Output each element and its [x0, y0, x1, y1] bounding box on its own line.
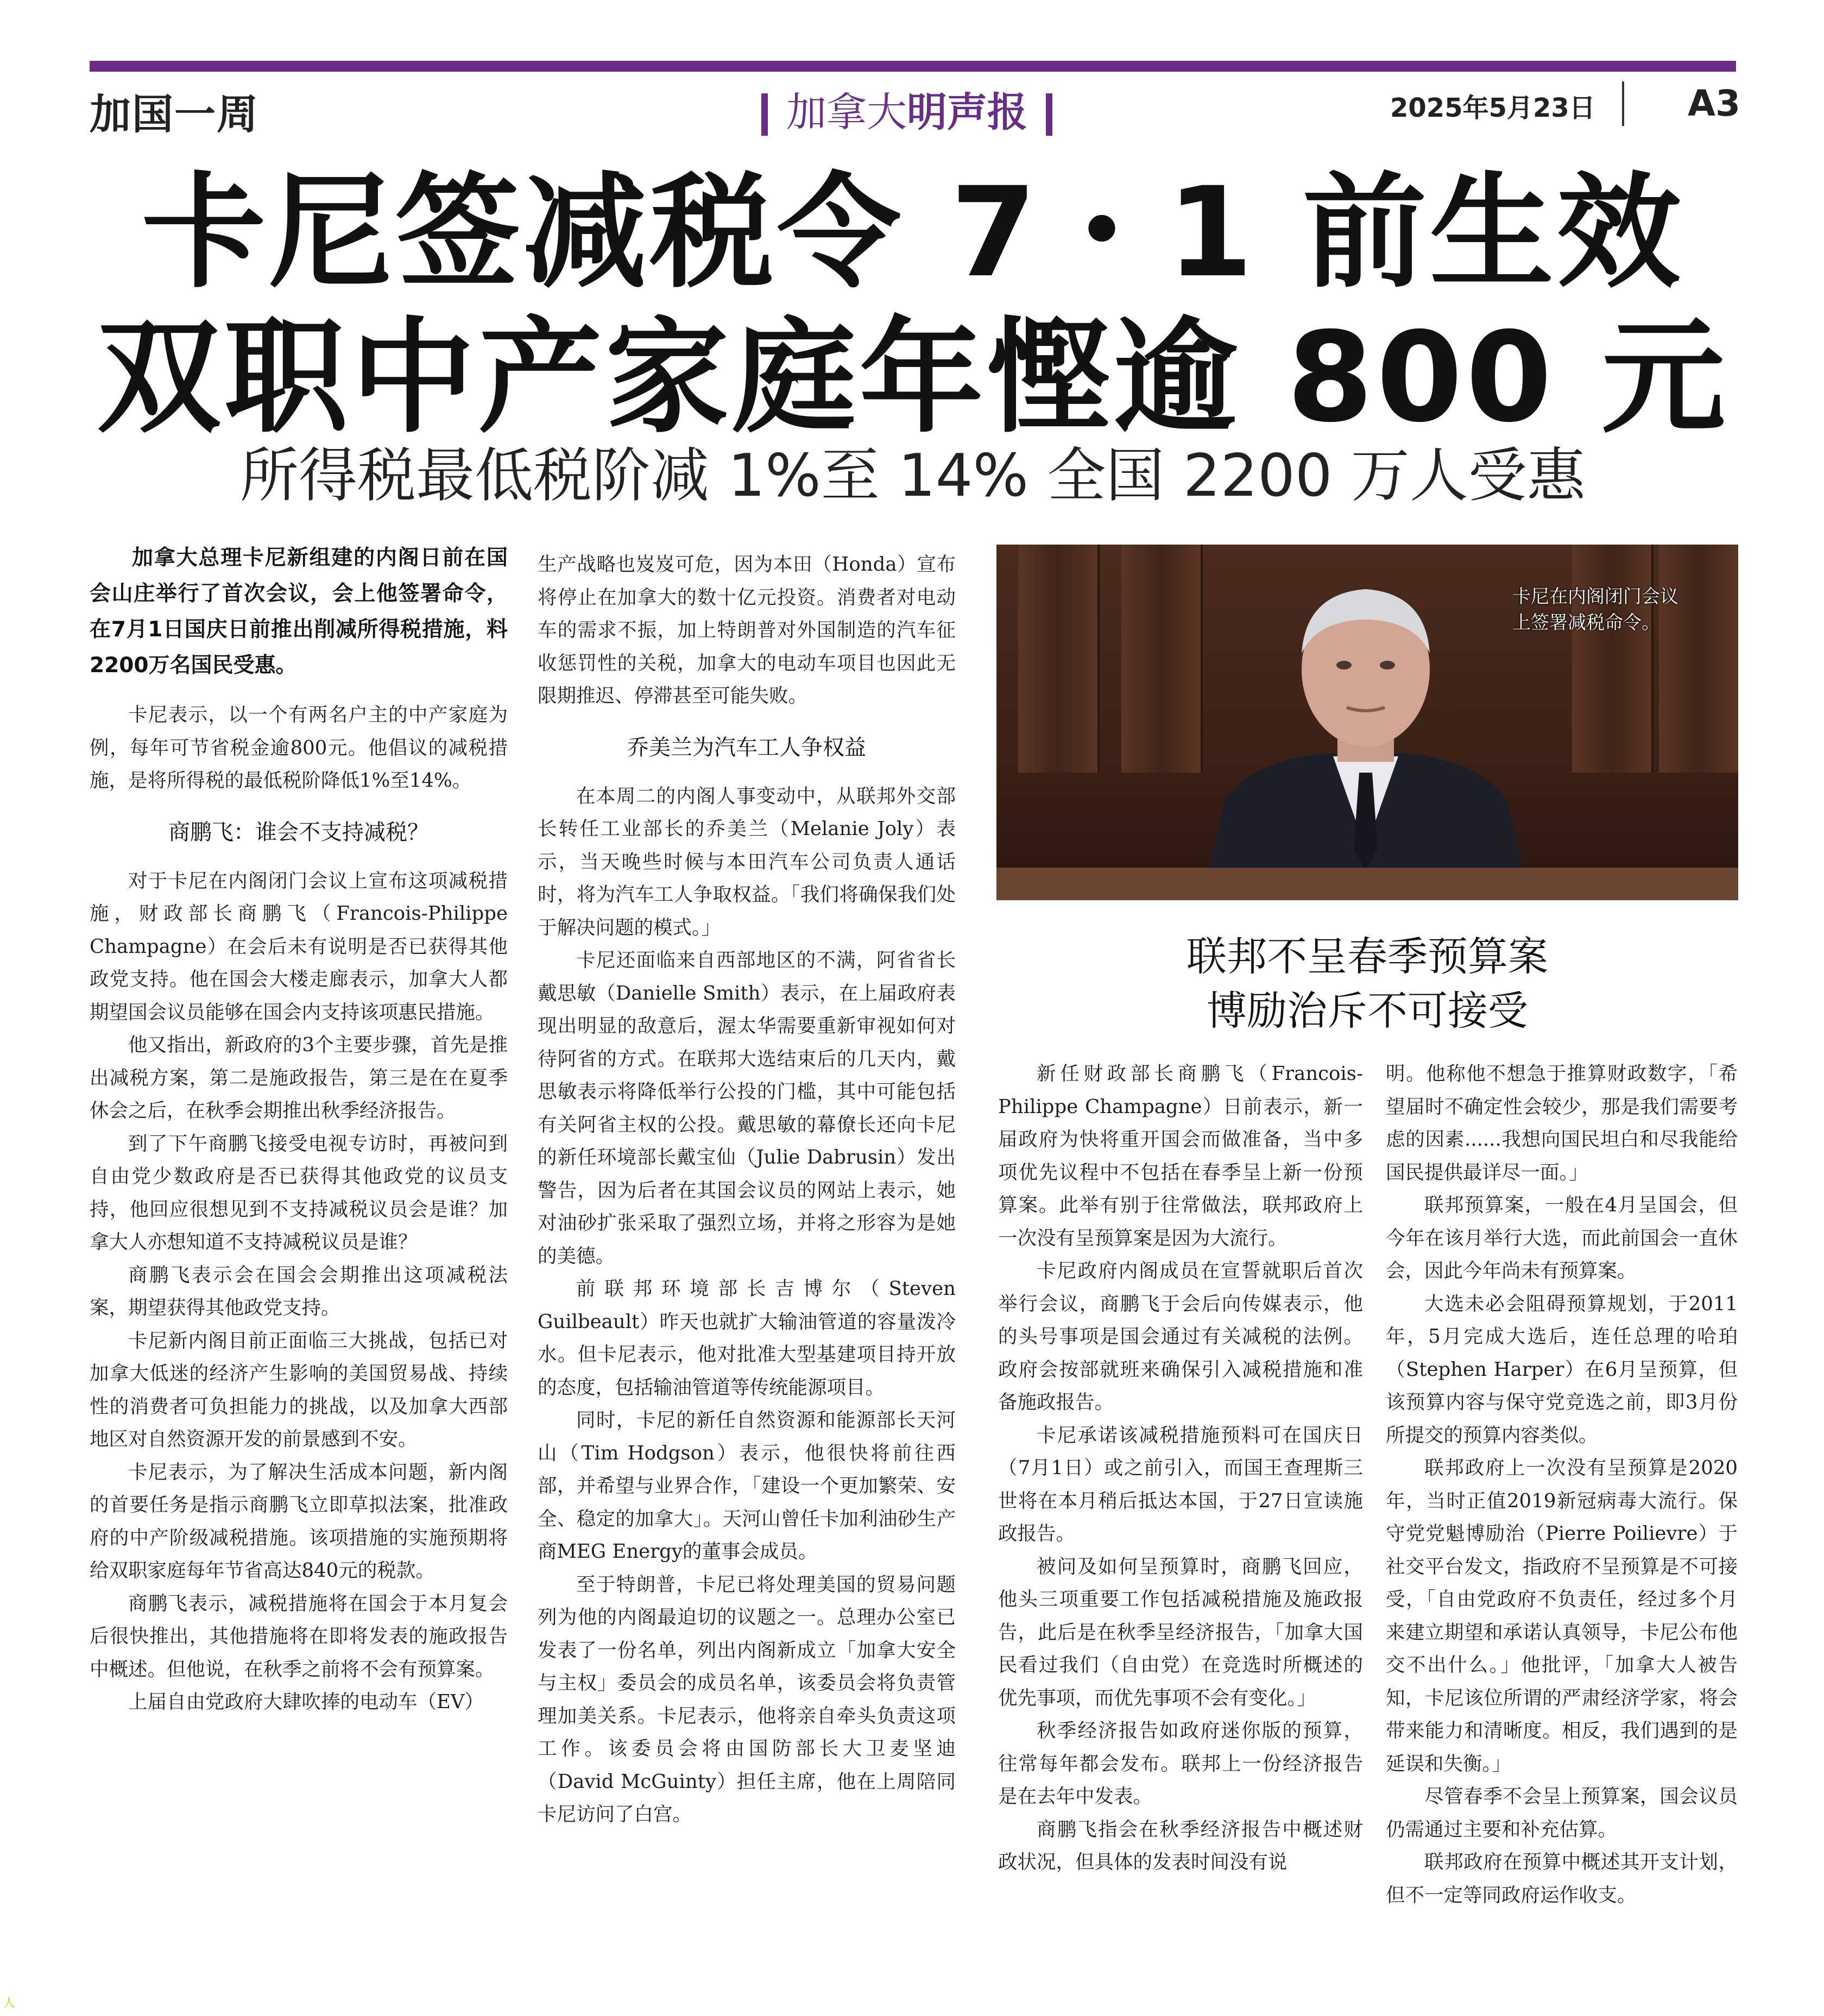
story1-column1 — [90, 540, 508, 1719]
main-headline-line1: 卡尼签减税令 7・1 前生效 — [141, 160, 1684, 305]
story2-paragraph: 商鹏飞指会在秋季经济报告中概述财政状况，但具体的发表时间没有说 — [998, 1818, 1363, 1873]
story1-paragraph: 对于卡尼在内阁闭门会议上宣布这项减税措施，财政部长商鹏飞（Francois-Philippe Champagne）在会后未有说明是否已获得其他政党支持。他在国会大楼走廊表示，加拿大人都期望国会议员能够在国会内支持该项惠民措施。 — [90, 869, 508, 1023]
story1-paragraph: 卡尼新内阁目前正面临三大挑战，包括已对加拿大低迷的经济产生影响的美国贸易战、持续性的消费者可负担能力的挑战，以及加拿大西部地区对自然资源开发的前景感到不安。 — [90, 1329, 508, 1450]
publication-divider-left — [761, 93, 768, 136]
photo-caption — [1512, 584, 1678, 636]
story2-paragraph: 明。他称他不想急于推算财政数字，「希望届时不确定性会较少，那是我们需要考虑的因素......我想向国民坦白和尽我能给国民提供最详尽一面。」 — [1386, 1063, 1738, 1184]
publication-divider-right — [1046, 93, 1052, 136]
photo-caption-line: 卡尼在内阁闭门会议 — [1512, 586, 1678, 608]
sub-headline: 所得税最低税阶减 1%至 14% 全国 2200 万人受惠 — [240, 442, 1586, 510]
story2-column1 — [998, 1058, 1363, 1879]
story2-paragraph: 卡尼政府内阁成员在宣誓就职后首次举行会议，商鹏飞于会后向传媒表示，他的头号事项是国会通过有关减税的法例。政府会按部就班来确保引入减税措施和准备施政报告。 — [998, 1260, 1363, 1413]
story1-paragraph: 商鹏飞表示，减税措施将在国会于本月复会后很快推出，其他措施将在即将发表的施政报告中概述。但他说，在秋季之前将不会有预算案。 — [90, 1592, 508, 1680]
story2-paragraph: 联邦政府上一次没有呈预算是2020年，当时正值2019新冠病毒大流行。保守党党魁博励治（Pierre Poilievre）于社交平台发文，指政府不呈预算是不可接受，「自由党政府不负责任，经过多个月来建立期望和承诺认真领导，卡尼公布他交不出什么。」他批评，「加拿大人被告知，卡尼该位所谓的严肃经济学家，将会带来能力和清晰度。相反，我们遇到的是延误和失衡。」 — [1386, 1457, 1738, 1775]
story2-headline-line1: 联邦不呈春季预算案 — [1186, 933, 1548, 980]
story1-paragraph: 同时，卡尼的新任自然资源和能源部长天河山（Tim Hodgson）表示，他很快将前往西部，并希望与业界合作，「建设一个更加繁荣、安全、稳定的加拿大」。天河山曾任卡加利油砂生产商MEG Energy的董事会成员。 — [538, 1409, 956, 1563]
corner-mark: 人 — [3, 1996, 16, 2010]
story1-paragraph: 在本周二的内阁人事变动中，从联邦外交部长转任工业部长的乔美兰（Melanie Joly）表示，当天晚些时候与本田汽车公司负责人通话时，将为汽车工人争取权益。「我们将确保我们处于解决问题的模式。」 — [538, 785, 956, 939]
story2-headline — [996, 930, 1738, 1038]
story1-paragraph: 卡尼还面临来自西部地区的不满，阿省省长戴思敏（Danielle Smith）表示，在上届政府表现出明显的敌意后，渥太华需要重新审视如何对待阿省的方式。在联邦大选结束后的几天内，戴思敏表示将降低举行公投的门槛，其中可能包括有关阿省主权的公投。戴思敏的幕僚长还向卡尼的新任环境部长戴宝仙（Julie Dabrusin）发出警告，因为后者在其国会议员的网站上表示，她对油砂扩张采取了强烈立场，并将之形容为是她的美德。 — [538, 949, 956, 1267]
story1-paragraph: 卡尼表示，以一个有两名户主的中产家庭为例，每年可节省税金逾800元。他倡议的减税措施，是将所得税的最低税阶降低1%至14%。 — [90, 704, 508, 792]
story2-paragraph: 被问及如何呈预算时，商鹏飞回应，他头三项重要工作包括减税措施及施政报告，此后是在秋季呈经济报告，「加拿大国民看过我们（自由党）在竞选时所概述的优先事项，而优先事项不会有变化。」 — [998, 1555, 1363, 1709]
photo-caption-line: 上签署减税命令。 — [1512, 612, 1660, 634]
masthead-rule — [90, 61, 1736, 72]
story1-paragraph: 生产战略也岌岌可危，因为本田（Honda）宣布将停止在加拿大的数十亿元投资。消费者对电动车的需求不振，加上特朗普对外国制造的汽车征收惩罚性的关税，加拿大的电动车项目也因此无限期推迟、停滞甚至可能失败。 — [538, 553, 956, 707]
eye — [1380, 661, 1395, 669]
desk — [996, 868, 1738, 900]
story1-paragraph: 至于特朗普，卡尼已将处理美国的贸易问题列为他的内阁最迫切的议题之一。总理办公室已发表了一份名单，列出内阁新成立「加拿大安全与主权」委员会的成员名单，该委员会将负责管理加美关系。卡尼表示，他将亲自牵头负责这项工作。该委员会将由国防部长大卫麦坚迪（David McGuinty）担任主席，他在上周陪同卡尼访问了白宫。 — [538, 1573, 956, 1825]
story2-paragraph: 秋季经济报告如政府迷你版的预算，往常每年都会发布。联邦上一份经济报告是在去年中发表。 — [998, 1720, 1363, 1808]
date-divider — [1622, 81, 1624, 126]
story2-paragraph: 大选未必会阻碍预算规划，于2011年，5月完成大选后，连任总理的哈珀（Stephen Harper）在6月呈预算，但该预算内容与保守党竞选之前，即3月份所提交的预算内容类似。 — [1386, 1292, 1738, 1446]
story1-lede: 加拿大总理卡尼新组建的内阁日前在国会山庄举行了首次会议，会上他签署命令，在7月1日国庆日前推出削减所得税措施，料2200万名国民受惠。 — [90, 546, 508, 678]
story1-paragraph: 上届自由党政府大肆吹捧的电动车（EV） — [128, 1691, 484, 1713]
story2-paragraph: 联邦政府在预算中概述其开支计划，但不一定等同政府运作收支。 — [1386, 1851, 1738, 1906]
main-headline-line2: 双职中产家庭年慳逾 800 元 — [97, 305, 1729, 450]
story1-paragraph: 前联邦环境部长吉博尔（Steven Guilbeault）昨天也就扩大输油管道的容量泼冷水。但卡尼表示，他对批准大型基建项目持开放的态度，包括输油管道等传统能源项目。 — [538, 1278, 956, 1399]
story1-column2 — [538, 548, 956, 1831]
publication-title: 明声报 — [907, 89, 1027, 136]
issue-date: 2025年5月23日 — [1390, 93, 1595, 123]
story2-headline-line2: 博励治斥不可接受 — [1207, 988, 1528, 1034]
story1-paragraph: 他又指出，新政府的3个主要步骤，首先是推出减税方案，第二是施政报告，第三是在在夏季休会之后，在秋季会期推出秋季经济报告。 — [90, 1034, 508, 1122]
story2-column2 — [1386, 1058, 1738, 1912]
publication-prefix: 加拿大 — [786, 89, 907, 136]
story2-paragraph: 新任财政部长商鹏飞（Francois-Philippe Champagne）日前表示，新一届政府为快将重开国会而做准备，当中多项优先议程中不包括在春季呈上新一份预算案。此举有别于往常做法，联邦政府上一次没有呈预算案是因为大流行。 — [998, 1063, 1363, 1249]
story2-paragraph: 尽管春季不会呈上预算案，国会议员仍需通过主要和补充估算。 — [1386, 1785, 1738, 1841]
story1-subhead: 商鹏飞：谁会不支持减税？ — [168, 819, 429, 845]
story1-subhead: 乔美兰为汽车工人争权益 — [627, 735, 866, 760]
story1-paragraph: 到了下午商鹏飞接受电视专访时，再被问到自由党少数政府是否已获得其他政党的议员支持，他回应很想见到不支持减税议员会是谁？加拿大人亦想知道不支持减税议员是谁？ — [90, 1132, 508, 1253]
story1-paragraph: 卡尼表示，为了解决生活成本问题，新内阁的首要任务是指示商鹏飞立即草拟法案，批准政府的中产阶级减税措施。该项措施的实施预期将给双职家庭每年节省高达840元的税款。 — [90, 1461, 508, 1582]
news-photo — [996, 545, 1738, 900]
page-number: A3 — [1688, 83, 1741, 124]
story1-paragraph: 商鹏飞表示会在国会会期推出这项减税法案，期望获得其他政党支持。 — [90, 1263, 508, 1319]
publication-name — [743, 80, 1071, 138]
eye — [1336, 661, 1352, 669]
story2-paragraph: 卡尼承诺该减税措施预料可在国庆日（7月1日）或之前引入，而国王查理斯三世将在本月稍后抵达本国，于27日宣读施政报告。 — [998, 1424, 1363, 1545]
section-title: 加国一周 — [90, 90, 259, 138]
story2-paragraph: 联邦预算案，一般在4月呈国会，但今年在该月举行大选，而此前国会一直休会，因此今年尚未有预算案。 — [1386, 1194, 1738, 1282]
